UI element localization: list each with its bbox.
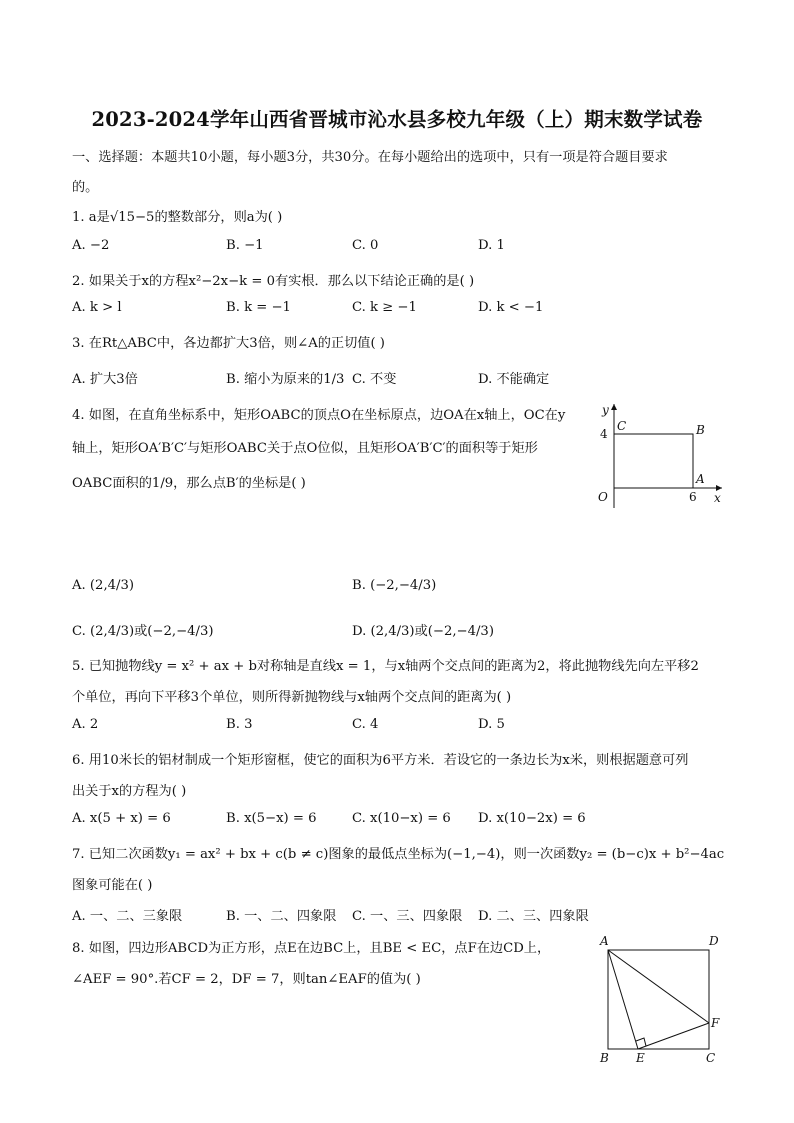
question-8-line2: ∠AEF = 90°.若CF = 2，DF = 7，则tan∠EAF的值为( ) [72,972,421,987]
q3-option-d[interactable]: D. 不能确定 [478,372,550,387]
question-5-line1: 5. 已知抛物线y = x² + ax + b对称轴是直线x = 1，与x轴两个交点间的距离为2，将此抛物线先向左平移2 [72,659,699,674]
q2-option-d[interactable]: D. k < −1 [478,300,544,315]
fig4-label-a: A [696,472,705,486]
fig4-tick-4: 4 [600,427,608,441]
q7-option-c[interactable]: C. 一、三、四象限 [352,909,463,924]
question-2-stem: 2. 如果关于x的方程x²−2x−k = 0有实根．那么以下结论正确的是( ) [72,274,475,289]
q2-option-a[interactable]: A. k > l [72,300,122,315]
fig8-label-b: B [600,1051,609,1065]
q5-option-c[interactable]: C. 4 [352,717,379,732]
q1-option-d[interactable]: D. 1 [478,238,505,253]
fig8-label-f: F [711,1016,720,1030]
q4-option-b[interactable]: B. (−2,−4/3) [352,578,437,593]
q7-option-a[interactable]: A. 一、二、三象限 [72,909,183,924]
q6-option-d[interactable]: D. x(10−2x) = 6 [478,811,586,826]
question-4-line3: OABC面积的1/9，那么点B′的坐标是( ) [72,476,306,491]
q6-option-b[interactable]: B. x(5−x) = 6 [226,811,317,826]
q4-coordinate-figure [592,400,732,512]
q2-option-c[interactable]: C. k ≥ −1 [352,300,417,315]
q4-option-a[interactable]: A. (2,4/3) [72,578,135,593]
fig4-tick-6: 6 [689,490,697,504]
q1-option-c[interactable]: C. 0 [352,238,379,253]
fig4-label-o: O [598,490,608,504]
q6-option-c[interactable]: C. x(10−x) = 6 [352,811,451,826]
fig4-label-b: B [696,423,705,437]
q3-option-c[interactable]: C. 不变 [352,372,397,387]
question-4-line1: 4. 如图，在直角坐标系中，矩形OABC的顶点O在坐标原点，边OA在x轴上，OC在y [72,408,566,423]
fig4-label-c: C [617,419,627,433]
q7-option-d[interactable]: D. 二、三、四象限 [478,909,589,924]
section-header-line2: 的。 [72,180,99,195]
q6-option-a[interactable]: A. x(5 + x) = 6 [72,811,171,826]
fig8-label-d: D [709,934,719,948]
q3-option-b[interactable]: B. 缩小为原来的1/3 [226,372,345,387]
question-6-line2: 出关于x的方程为( ) [72,784,187,799]
q1-option-b[interactable]: B. −1 [226,238,264,253]
exam-title: 2023-2024学年山西省晋城市沁水县多校九年级（上）期末数学试卷 [91,108,703,131]
q5-option-a[interactable]: A. 2 [72,717,99,732]
fig8-label-e: E [636,1051,645,1065]
q4-option-d[interactable]: D. (2,4/3)或(−2,−4/3) [352,624,494,639]
question-7-line1: 7. 已知二次函数y₁ = ax² + bx + c(b ≠ c)图象的最低点坐标为(−1,−4)，则一次函数y₂ = (b−c)x + b²−4ac [72,847,725,862]
section-header-line1: 一、选择题：本题共10小题，每小题3分，共30分。在每小题给出的选项中，只有一项是符合题目要求 [72,150,668,165]
question-3-stem: 3. 在Rt△ABC中，各边都扩大3倍，则∠A的正切值( ) [72,336,385,351]
fig4-label-y: y [602,403,609,417]
fig4-label-x: x [714,491,721,505]
question-1-stem: 1. a是√15−5的整数部分，则a为( ) [72,210,283,225]
q1-option-a[interactable]: A. −2 [72,238,110,253]
question-5-line2: 个单位，再向下平移3个单位，则所得新抛物线与x轴两个交点间的距离为( ) [72,690,512,705]
question-7-line2: 图象可能在( ) [72,878,153,893]
q5-option-d[interactable]: D. 5 [478,717,505,732]
q4-option-c[interactable]: C. (2,4/3)或(−2,−4/3) [72,624,214,639]
q3-option-a[interactable]: A. 扩大3倍 [72,372,138,387]
q5-option-b[interactable]: B. 3 [226,717,253,732]
fig8-label-c: C [706,1051,716,1065]
q7-option-b[interactable]: B. 一、二、四象限 [226,909,337,924]
q2-option-b[interactable]: B. k = −1 [226,300,291,315]
question-8-line1: 8. 如图，四边形ABCD为正方形，点E在边BC上，且BE < EC，点F在边CD上， [72,941,551,956]
question-4-line2: 轴上，矩形OA′B′C′与矩形OABC关于点O位似，且矩形OA′B′C′的面积等于矩形 [72,441,538,456]
q8-square-figure [594,930,734,1070]
question-6-line1: 6. 用10米长的铝材制成一个矩形窗框，使它的面积为6平方米．若设它的一条边长为x米，则根据题意可列 [72,753,689,768]
fig8-label-a: A [600,934,609,948]
